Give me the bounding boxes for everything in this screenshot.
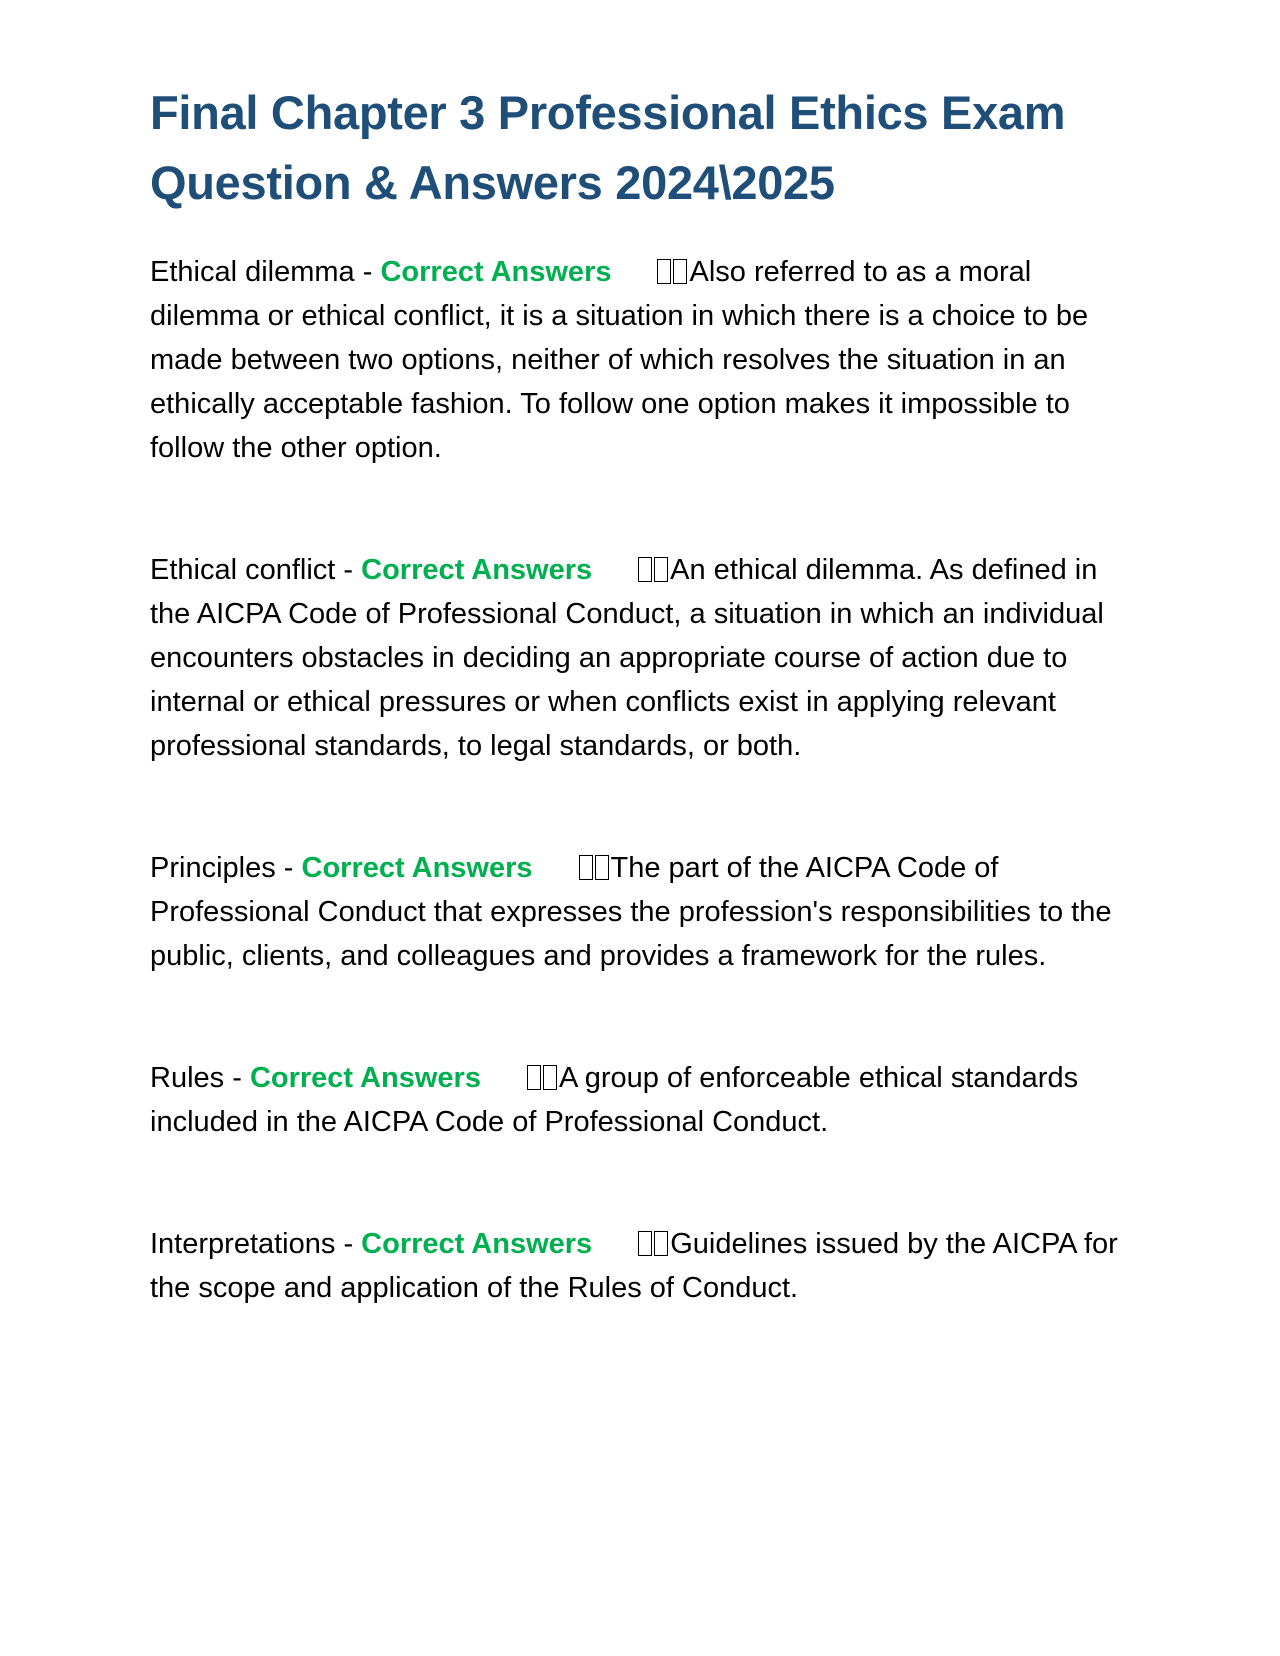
term: Ethical conflict [150, 554, 336, 586]
term-separator: - [275, 852, 302, 884]
definition: A group of enforceable ethical standards included in the AICPA Code of Professional Conduct. [150, 1062, 1079, 1138]
term: Interpretations [150, 1228, 336, 1260]
term: Ethical dilemma [150, 256, 355, 288]
term-separator: - [354, 256, 381, 288]
term-separator: - [224, 1062, 250, 1094]
missing-glyph-icon [638, 548, 670, 592]
missing-glyph-icon [657, 250, 689, 294]
term: Rules [150, 1062, 225, 1094]
qa-entry [150, 250, 1130, 470]
qa-entry [150, 846, 1130, 978]
definition: Also referred to as a moral dilemma or ethical conflict, it is a situation in which there is a choice to be made between two options, neither of which resolves the situation in an ethically acceptable fashion. To follow one option makes it impossible to follow the other option. [150, 256, 1089, 464]
correct-answers-label: Correct Answers [361, 1228, 593, 1260]
definition: An ethical dilemma. As defined in the AICPA Code of Professional Conduct, a situation in which an individual encounters obstacles in deciding an appropriate course of action due to internal or ethical pressures or when conflicts exist in applying relevant professional standards, to legal standards, or both. [150, 554, 1104, 762]
qa-entry [150, 1056, 1130, 1144]
term: Principles [150, 852, 276, 884]
correct-answers-label: Correct Answers [361, 554, 593, 586]
correct-answers-label: Correct Answers [380, 256, 612, 288]
document-content [150, 78, 1130, 1388]
missing-glyph-icon [527, 1056, 559, 1100]
definition: The part of the AICPA Code of Professional Conduct that expresses the profession's responsibilities to the public, clients, and colleagues and provides a framework for the rules. [150, 852, 1112, 972]
missing-glyph-icon [579, 846, 611, 890]
correct-answers-label: Correct Answers [301, 852, 533, 884]
term-separator: - [335, 1228, 362, 1260]
qa-entry [150, 1222, 1130, 1310]
qa-entry [150, 548, 1130, 768]
document-title: Final Chapter 3 Professional Ethics Exam Question & Answers 2024\2025 [150, 86, 1066, 209]
definition: Guidelines issued by the AICPA for the scope and application of the Rules of Conduct. [150, 1228, 1118, 1304]
missing-glyph-icon [638, 1222, 670, 1266]
correct-answers-label: Correct Answers [249, 1062, 481, 1094]
term-separator: - [335, 554, 362, 586]
